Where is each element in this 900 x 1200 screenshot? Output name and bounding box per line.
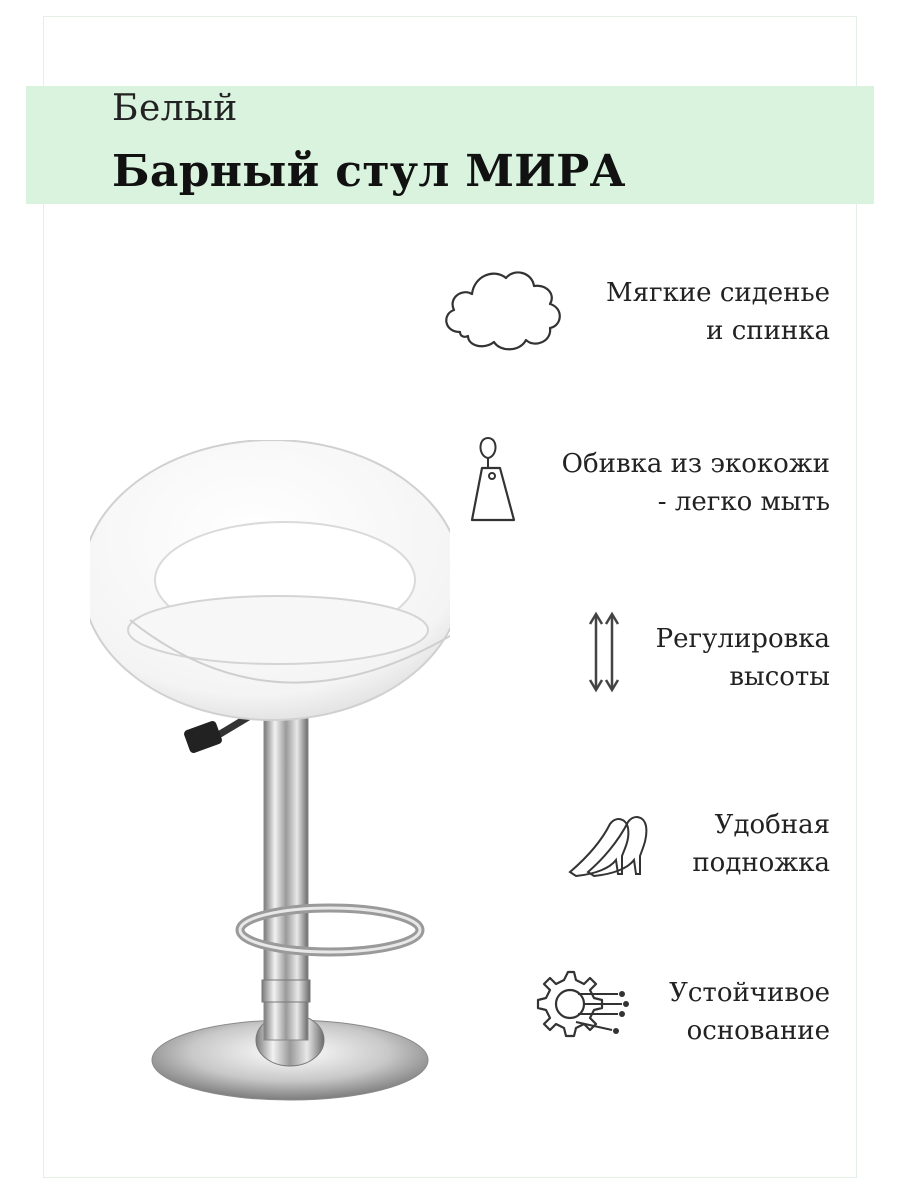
product-title: Барный стул МИРА [112,146,626,197]
feature-height-adjust [656,620,830,696]
feature-line: и спинка [706,316,830,346]
feature-line: Удобная [714,810,830,840]
color-label: Белый [112,88,238,129]
high-heels-icon [566,810,660,880]
feature-line: Устойчивое [669,978,830,1008]
feature-line: основание [686,1016,830,1046]
feature-line: - легко мыть [657,487,830,517]
bar-stool-image [90,440,450,1130]
feature-line: Обивка из экокожи [561,449,830,479]
feature-footrest [692,806,830,882]
feature-eco-leather [562,445,830,521]
feature-stable-base [669,974,830,1050]
height-arrows-icon [584,610,624,694]
feature-soft-seat [606,274,830,350]
cloud-icon [440,262,566,354]
feature-line: высоты [729,662,830,692]
tag-icon [466,434,520,524]
feature-line: Регулировка [655,624,830,654]
gear-circuit-icon [528,964,632,1046]
feature-line: подножка [692,848,830,878]
feature-line: Мягкие сиденье [605,278,830,308]
